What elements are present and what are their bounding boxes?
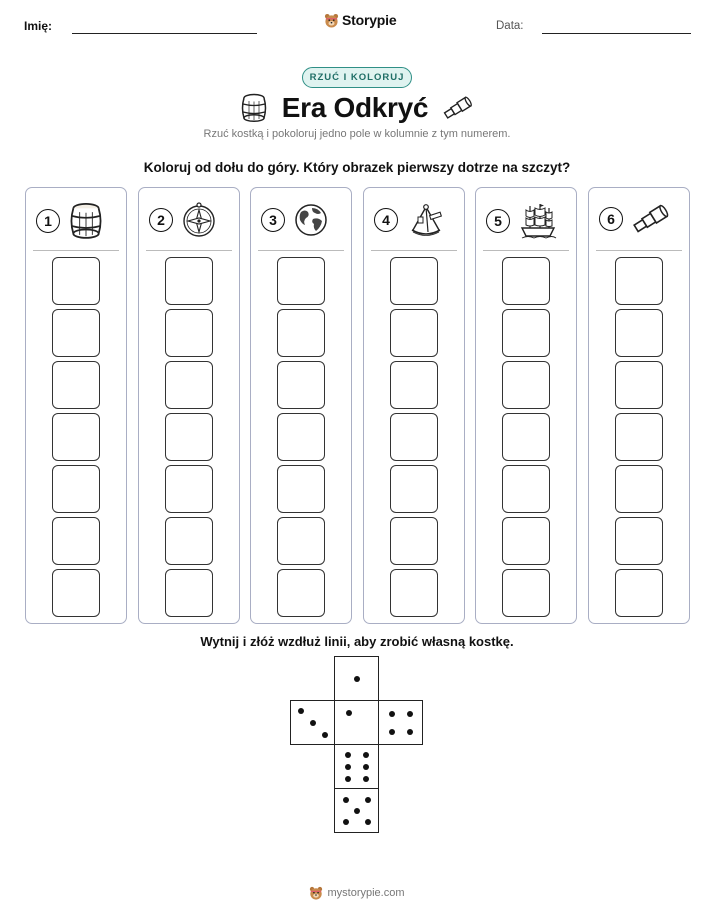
cut-instruction: Wytnij i złóż wzdłuż linii, aby zrobić własną kostkę. bbox=[200, 634, 514, 649]
color-cell[interactable] bbox=[390, 309, 438, 357]
die-face-1[interactable] bbox=[334, 700, 379, 745]
subtitle: Rzuć kostką i pokoloruj jedno pole w kolumnie z tym numerem. bbox=[203, 128, 511, 140]
color-cell[interactable] bbox=[615, 257, 663, 305]
die-face-6[interactable] bbox=[334, 744, 379, 789]
globe-icon bbox=[293, 202, 329, 238]
color-cell[interactable] bbox=[277, 517, 325, 565]
name-line[interactable] bbox=[72, 33, 257, 34]
color-cell[interactable] bbox=[165, 517, 213, 565]
column-number: 6 bbox=[599, 207, 623, 231]
die-face-3[interactable] bbox=[290, 700, 335, 745]
color-cell[interactable] bbox=[165, 309, 213, 357]
color-cell[interactable] bbox=[165, 361, 213, 409]
color-cell[interactable] bbox=[390, 517, 438, 565]
color-cell[interactable] bbox=[502, 569, 550, 617]
color-cell[interactable] bbox=[165, 257, 213, 305]
color-cell[interactable] bbox=[615, 309, 663, 357]
column-number: 1 bbox=[36, 209, 60, 233]
footer-url: mystorypie.com bbox=[327, 887, 405, 899]
color-cell[interactable] bbox=[615, 465, 663, 513]
color-cell[interactable] bbox=[277, 257, 325, 305]
color-cell[interactable] bbox=[615, 569, 663, 617]
brand-logo bbox=[324, 12, 396, 28]
color-cell[interactable] bbox=[390, 257, 438, 305]
title-row bbox=[0, 88, 714, 128]
color-cell[interactable] bbox=[502, 413, 550, 461]
color-cell[interactable] bbox=[52, 257, 100, 305]
column-number: 4 bbox=[374, 208, 398, 232]
color-cell[interactable] bbox=[390, 569, 438, 617]
footer bbox=[0, 886, 714, 900]
instruction: Koloruj od dołu do góry. Który obrazek pierwszy dotrze na szczyt? bbox=[143, 160, 571, 175]
color-cell[interactable] bbox=[277, 465, 325, 513]
color-cell[interactable] bbox=[52, 517, 100, 565]
bear-face-icon bbox=[324, 13, 339, 28]
color-cell[interactable] bbox=[52, 569, 100, 617]
color-cell[interactable] bbox=[615, 413, 663, 461]
color-cell[interactable] bbox=[165, 413, 213, 461]
color-cell[interactable] bbox=[52, 413, 100, 461]
color-cell[interactable] bbox=[502, 309, 550, 357]
spyglass-icon bbox=[442, 96, 474, 120]
column-number: 5 bbox=[486, 209, 510, 233]
color-cell[interactable] bbox=[165, 569, 213, 617]
color-cell[interactable] bbox=[277, 361, 325, 409]
column-1 bbox=[25, 187, 127, 624]
column-2 bbox=[138, 187, 240, 624]
spyglass-icon bbox=[631, 202, 671, 236]
color-cell[interactable] bbox=[390, 361, 438, 409]
column-5 bbox=[475, 187, 577, 624]
die-face-1[interactable] bbox=[334, 656, 379, 701]
die-face-4[interactable] bbox=[378, 700, 423, 745]
color-cell[interactable] bbox=[615, 361, 663, 409]
color-cell[interactable] bbox=[502, 257, 550, 305]
color-cell[interactable] bbox=[502, 465, 550, 513]
color-cell[interactable] bbox=[390, 465, 438, 513]
activity-badge: RZUĆ I KOLORUJ bbox=[302, 67, 412, 88]
column-3 bbox=[250, 187, 352, 624]
date-line[interactable] bbox=[542, 33, 691, 34]
date-label: Data: bbox=[496, 20, 524, 32]
color-cell[interactable] bbox=[502, 517, 550, 565]
sailing-ship-icon bbox=[518, 202, 558, 240]
column-number: 2 bbox=[149, 208, 173, 232]
color-cell[interactable] bbox=[165, 465, 213, 513]
sextant-icon bbox=[406, 202, 446, 238]
barrel-icon bbox=[68, 202, 104, 240]
color-cell[interactable] bbox=[52, 465, 100, 513]
color-cell[interactable] bbox=[277, 309, 325, 357]
compass-icon bbox=[181, 202, 217, 238]
bear-face-icon bbox=[309, 886, 323, 900]
color-cell[interactable] bbox=[615, 517, 663, 565]
column-6 bbox=[588, 187, 690, 624]
barrel-icon bbox=[240, 93, 268, 123]
color-cell[interactable] bbox=[502, 361, 550, 409]
column-4 bbox=[363, 187, 465, 624]
color-cell[interactable] bbox=[52, 361, 100, 409]
page-title: Era Odkryć bbox=[281, 92, 429, 123]
brand-name: Storypie bbox=[342, 12, 397, 28]
name-label: Imię: bbox=[24, 19, 53, 33]
color-cell[interactable] bbox=[277, 413, 325, 461]
die-face-5[interactable] bbox=[334, 788, 379, 833]
color-cell[interactable] bbox=[52, 309, 100, 357]
color-cell[interactable] bbox=[390, 413, 438, 461]
column-number: 3 bbox=[261, 208, 285, 232]
color-cell[interactable] bbox=[277, 569, 325, 617]
